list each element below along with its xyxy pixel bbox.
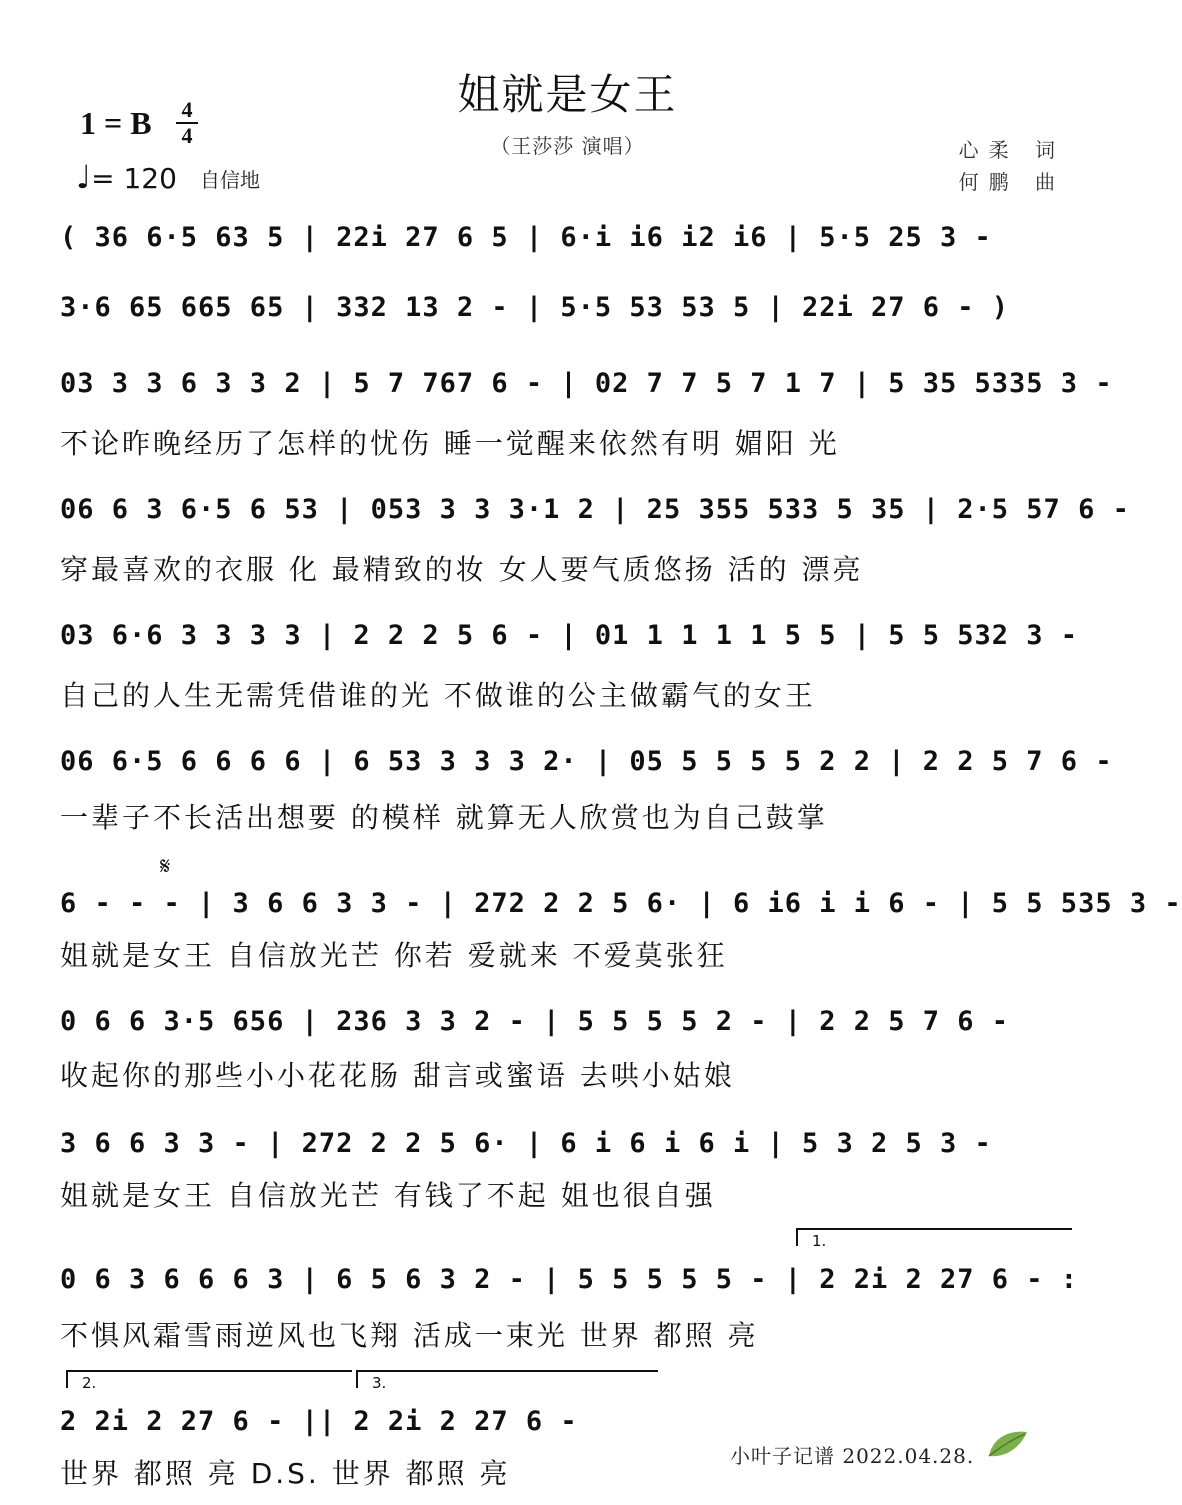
lyricist-credit: 心柔 词 (958, 138, 1065, 162)
volta-bracket-3 (356, 1370, 658, 1388)
tempo-marking: 自信地 (200, 168, 260, 192)
lyric-line-7: 姐就是女王 自信放光芒 你若 爱就来 不爱莫张狂 (60, 939, 728, 972)
staff-line-10: 0 6 3 6 6 6 3 | 6 5 6 3 2 - | 5 5 5 5 5 - | 2 2i 2 27 6 - : (60, 1264, 1079, 1295)
segno-sign: 𝄋 (160, 852, 171, 880)
time-signature (176, 98, 198, 148)
lyric-line-3: 不论昨晚经历了怎样的忧伤 睡一觉醒来依然有明 媚阳 光 (60, 427, 840, 460)
volta-bracket-1 (796, 1228, 1072, 1246)
volta-label-1: 1. (812, 1232, 827, 1250)
quarter-note-icon: ♩ (76, 158, 92, 196)
lyric-line-5: 自己的人生无需凭借谁的光 不做谁的公主做霸气的女王 (60, 679, 816, 712)
staff-line-2: 3·6 65 665 65 | 332 13 2 - | 5·5 53 53 5 | 22i 27 6 - ) (60, 292, 1010, 323)
lyric-line-11: 世界 都照 亮 D.S. 世界 都照 亮 (60, 1457, 511, 1490)
time-signature-bottom: 4 (181, 123, 193, 148)
lyric-line-8: 收起你的那些小小花花肠 甜言或蜜语 去哄小姑娘 (60, 1059, 735, 1092)
composer-credit: 何鹏 曲 (958, 170, 1065, 194)
staff-line-6: 06 6·5 6 6 6 6 | 6 53 3 3 3 2· | 05 5 5 5 5 2 2 | 2 2 5 7 6 - (60, 746, 1113, 777)
staff-line-11: 2 2i 2 27 6 - || 2 2i 2 27 6 - (60, 1406, 578, 1437)
staff-line-9: 3 6 6 3 3 - | 272 2 2 5 6· | 6 i 6 i 6 i | 5 3 2 5 3 - (60, 1128, 992, 1159)
staff-line-4: 06 6 3 6·5 6 53 | 053 3 3 3·1 2 | 25 355 533 5 35 | 2·5 57 6 - (60, 494, 1130, 525)
staff-line-1: ( 36 6·5 63 5 | 22i 27 6 5 | 6·i i6 i2 i6 | 5·5 25 3 - (60, 222, 992, 253)
lyric-line-4: 穿最喜欢的衣服 化 最精致的妆 女人要气质悠扬 活的 漂亮 (60, 553, 864, 586)
tempo-mark (76, 158, 177, 196)
page-title: 姐就是女王 (457, 70, 678, 119)
staff-line-5: 03 6·6 3 3 3 3 | 2 2 2 5 6 - | 01 1 1 1 1 5 5 | 5 5 532 3 - (60, 620, 1079, 651)
lyric-line-9: 姐就是女王 自信放光芒 有钱了不起 姐也很自强 (60, 1179, 716, 1212)
staff-line-3: 03 3 3 6 3 3 2 | 5 7 767 6 - | 02 7 7 5 7 1 7 | 5 35 5335 3 - (60, 368, 1113, 399)
key-signature: 1 = B (80, 105, 152, 141)
volta-bracket-2 (66, 1370, 352, 1388)
volta-label-2: 2. (82, 1374, 97, 1392)
staff-line-8: 0 6 6 3·5 656 | 236 3 3 2 - | 5 5 5 5 2 - | 2 2 5 7 6 - (60, 1006, 1010, 1037)
lyric-line-6: 一辈子不长活出想要 的模样 就算无人欣赏也为自己鼓掌 (60, 801, 828, 834)
tempo-value: = 120 (91, 162, 177, 195)
transcriber-signature: 小叶子记谱 2022.04.28. (730, 1444, 975, 1468)
lyric-line-10: 不惧风霜雪雨逆风也飞翔 活成一束光 世界 都照 亮 (60, 1319, 759, 1352)
volta-label-3: 3. (372, 1374, 387, 1392)
performer-credit: （王莎莎 演唱） (490, 134, 645, 158)
staff-line-7: 6 - - - | 3 6 6 3 3 - | 272 2 2 5 6· | 6 i6 i i 6 - | 5 5 535 3 - (60, 888, 1182, 919)
time-signature-top: 4 (181, 97, 193, 122)
leaf-icon (985, 1426, 1031, 1466)
